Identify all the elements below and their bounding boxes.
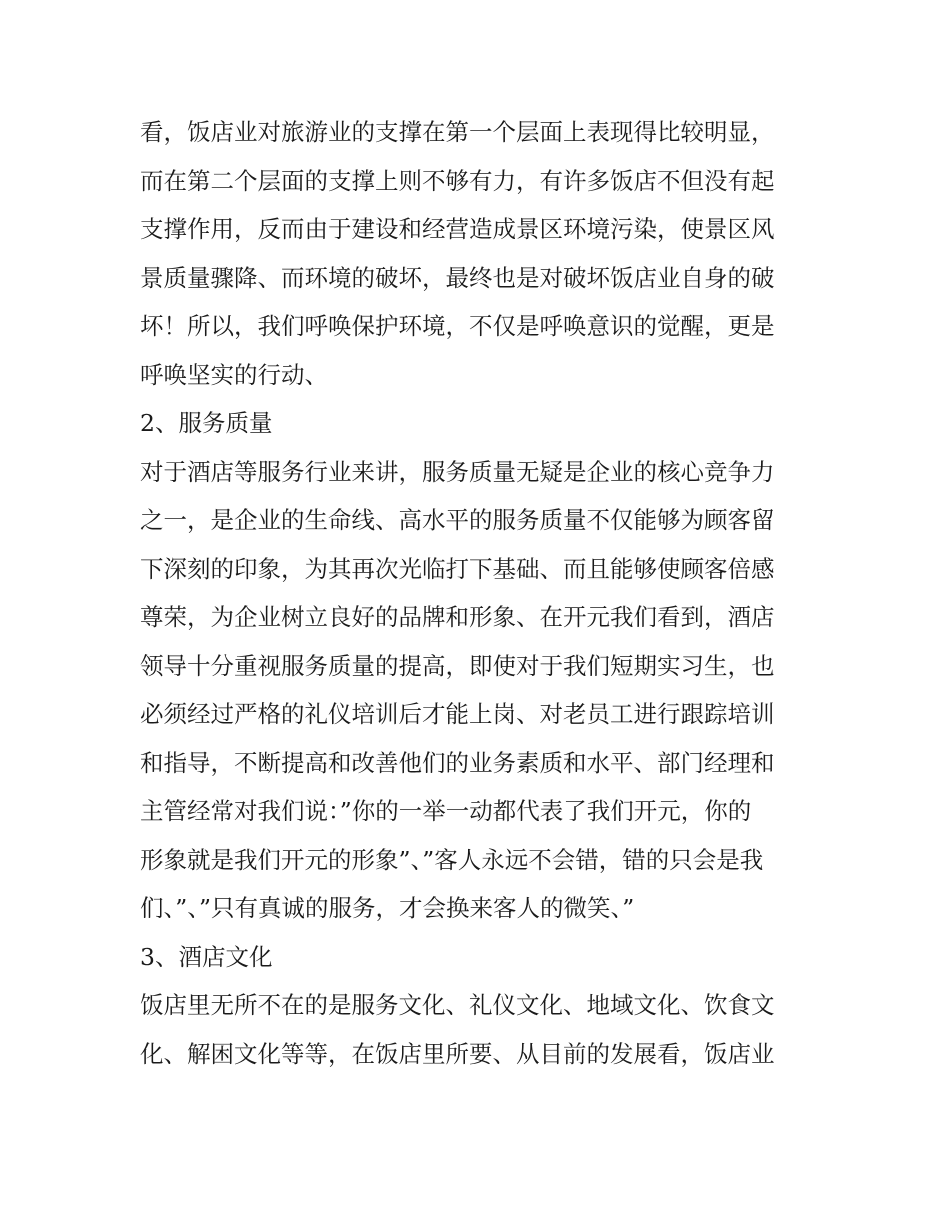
text-line: 景质量骤降、而环境的破坏，最终也是对破坏饭店业自身的破: [140, 263, 775, 292]
text-line: 必须经过严格的礼仪培训后才能上岗、对老员工进行跟踪培训: [140, 700, 775, 728]
section-heading-service-quality: 2、服务质量: [140, 409, 273, 437]
text-line: 坏！所以，我们呼唤保护环境，不仅是呼唤意识的觉醒，更是: [140, 312, 775, 340]
text-line: 化、解困文化等等，在饭店里所要、从目前的发展看，饭店业: [140, 1039, 775, 1068]
text-line: 下深刻的印象，为其再次光临打下基础、而且能够使顾客倍感: [140, 554, 775, 583]
text-line: 尊荣，为企业树立良好的品牌和形象、在开元我们看到，酒店: [140, 603, 775, 631]
text-line: 和指导，不断提高和改善他们的业务素质和水平、部门经理和: [140, 748, 775, 777]
text-line: 之一，是企业的生命线、高水平的服务质量不仅能够为顾客留: [140, 506, 775, 534]
text-line: 对于酒店等服务行业来讲，服务质量无疑是企业的核心竞争力: [140, 457, 775, 486]
text-line: 主管经常对我们说：”你的一举一动都代表了我们开元，你的: [140, 797, 752, 825]
text-line: 领导十分重视服务质量的提高，即使对于我们短期实习生，也: [140, 651, 775, 680]
text-line: 看，饭店业对旅游业的支撑在第一个层面上表现得比较明显，: [140, 118, 775, 146]
text-line: 而在第二个层面的支撑上则不够有力，有许多饭店不但没有起: [140, 166, 775, 195]
text-line: 呼唤坚实的行动、: [140, 360, 328, 389]
section-heading-hotel-culture: 3、酒店文化: [140, 942, 273, 971]
document-body: [140, 108, 820, 1078]
text-line: 饭店里无所不在的是服务文化、礼仪文化、地域文化、饮食文: [140, 991, 775, 1019]
text-line: 形象就是我们开元的形象”、”客人永远不会错，错的只会是我: [140, 845, 764, 874]
text-line: 支撑作用，反而由于建设和经营造成景区环境污染，使景区风: [140, 215, 775, 243]
text-line: 们、”、”只有真诚的服务，才会换来客人的微笑、”: [140, 894, 635, 922]
